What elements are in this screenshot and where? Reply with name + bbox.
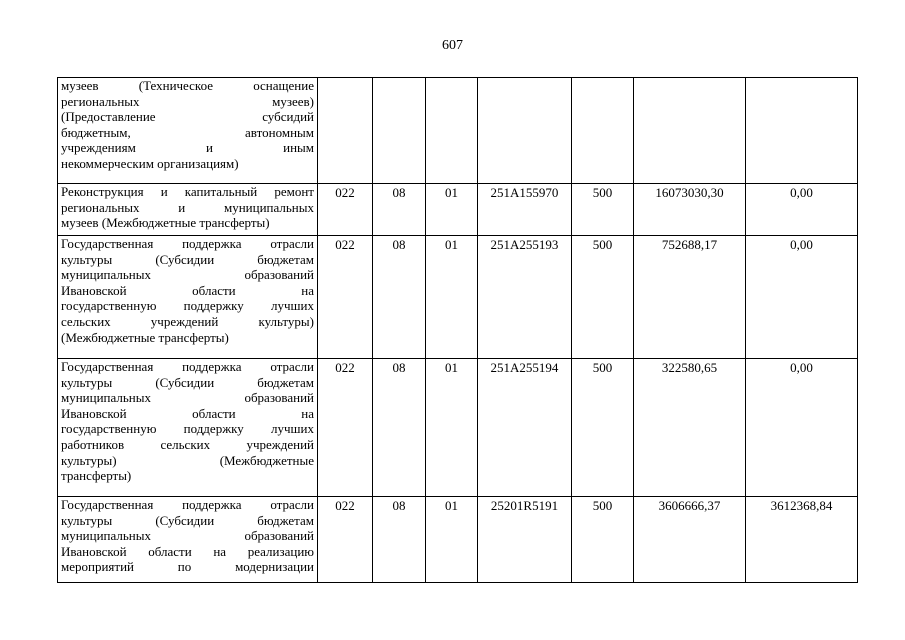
description-line: культуры (Субсидии бюджетам — [61, 512, 314, 528]
amount-year-2-cell: 0,00 — [746, 236, 858, 359]
amount-year-1-cell: 3606666,37 — [634, 497, 746, 583]
target-article-cell: 251A255194 — [478, 359, 572, 497]
description-line: Ивановской области на — [61, 405, 314, 421]
description-line: Ивановской области на реализацию — [61, 543, 314, 559]
description-line: культуры (Субсидии бюджетам — [61, 251, 314, 267]
row-description — [58, 359, 318, 497]
section-cell: 08 — [373, 497, 426, 583]
table-row — [58, 78, 858, 184]
amount-year-2-cell: 0,00 — [746, 359, 858, 497]
description-line: сельских учреждений культуры) — [61, 313, 314, 329]
description-line: региональных и муниципальных — [61, 199, 314, 215]
description-line: муниципальных образований — [61, 528, 314, 544]
page-number: 607 — [442, 38, 463, 53]
description-line: Государственная поддержка отрасли — [61, 497, 314, 512]
amount-year-1-cell: 322580,65 — [634, 359, 746, 497]
description-line: музеев (Техническое оснащение — [61, 78, 314, 93]
target-article-cell: 251A255193 — [478, 236, 572, 359]
subsection-cell: 01 — [426, 236, 478, 359]
admin-code-cell: 022 — [318, 497, 373, 583]
target-article-cell: 25201R5191 — [478, 497, 572, 583]
table-row — [58, 184, 858, 236]
subsection-cell — [426, 78, 478, 184]
description-line: Ивановской области на — [61, 282, 314, 298]
target-article-cell: 251A155970 — [478, 184, 572, 236]
section-cell — [373, 78, 426, 184]
admin-code-cell — [318, 78, 373, 184]
description-line: работников сельских учреждений — [61, 436, 314, 452]
row-description — [58, 236, 318, 359]
amount-year-1-cell: 752688,17 — [634, 236, 746, 359]
description-line: муниципальных образований — [61, 390, 314, 406]
admin-code-cell: 022 — [318, 184, 373, 236]
description-line: Реконструкция и капитальный ремонт — [61, 184, 314, 199]
description-line: (Межбюджетные трансферты) — [61, 329, 229, 345]
target-article-cell — [478, 78, 572, 184]
description-line: региональных музеев) — [61, 93, 314, 109]
description-line: Государственная поддержка отрасли — [61, 359, 314, 374]
amount-year-2-cell: 3612368,84 — [746, 497, 858, 583]
description-line: муниципальных образований — [61, 267, 314, 283]
description-line: некоммерческим организациям) — [61, 155, 239, 171]
table-row — [58, 497, 858, 583]
amount-year-1-cell: 16073030,30 — [634, 184, 746, 236]
description-line: культуры (Субсидии бюджетам — [61, 374, 314, 390]
expense-type-cell — [572, 78, 634, 184]
description-line: государственную поддержку лучших — [61, 298, 314, 314]
row-description — [58, 184, 318, 236]
description-line: трансферты) — [61, 468, 132, 484]
expense-type-cell: 500 — [572, 497, 634, 583]
section-cell: 08 — [373, 236, 426, 359]
expense-type-cell: 500 — [572, 359, 634, 497]
description-line: (Предоставление субсидий — [61, 109, 314, 125]
description-line: государственную поддержку лучших — [61, 421, 314, 437]
admin-code-cell: 022 — [318, 359, 373, 497]
expense-type-cell: 500 — [572, 236, 634, 359]
description-line: бюджетным, автономным — [61, 124, 314, 140]
table-row — [58, 359, 858, 497]
table-row — [58, 236, 858, 359]
description-line: Государственная поддержка отрасли — [61, 236, 314, 251]
subsection-cell: 01 — [426, 359, 478, 497]
amount-year-1-cell — [634, 78, 746, 184]
section-cell: 08 — [373, 359, 426, 497]
row-description — [58, 497, 318, 583]
description-line: музеев (Межбюджетные трансферты) — [61, 215, 270, 231]
subsection-cell: 01 — [426, 184, 478, 236]
subsection-cell: 01 — [426, 497, 478, 583]
amount-year-2-cell: 0,00 — [746, 184, 858, 236]
expense-type-cell: 500 — [572, 184, 634, 236]
budget-table — [57, 77, 858, 583]
row-description — [58, 78, 318, 184]
section-cell: 08 — [373, 184, 426, 236]
description-line: мероприятий по модернизации — [61, 559, 314, 575]
amount-year-2-cell — [746, 78, 858, 184]
admin-code-cell: 022 — [318, 236, 373, 359]
description-line: культуры) (Межбюджетные — [61, 452, 314, 468]
description-line: учреждениям и иным — [61, 140, 314, 156]
